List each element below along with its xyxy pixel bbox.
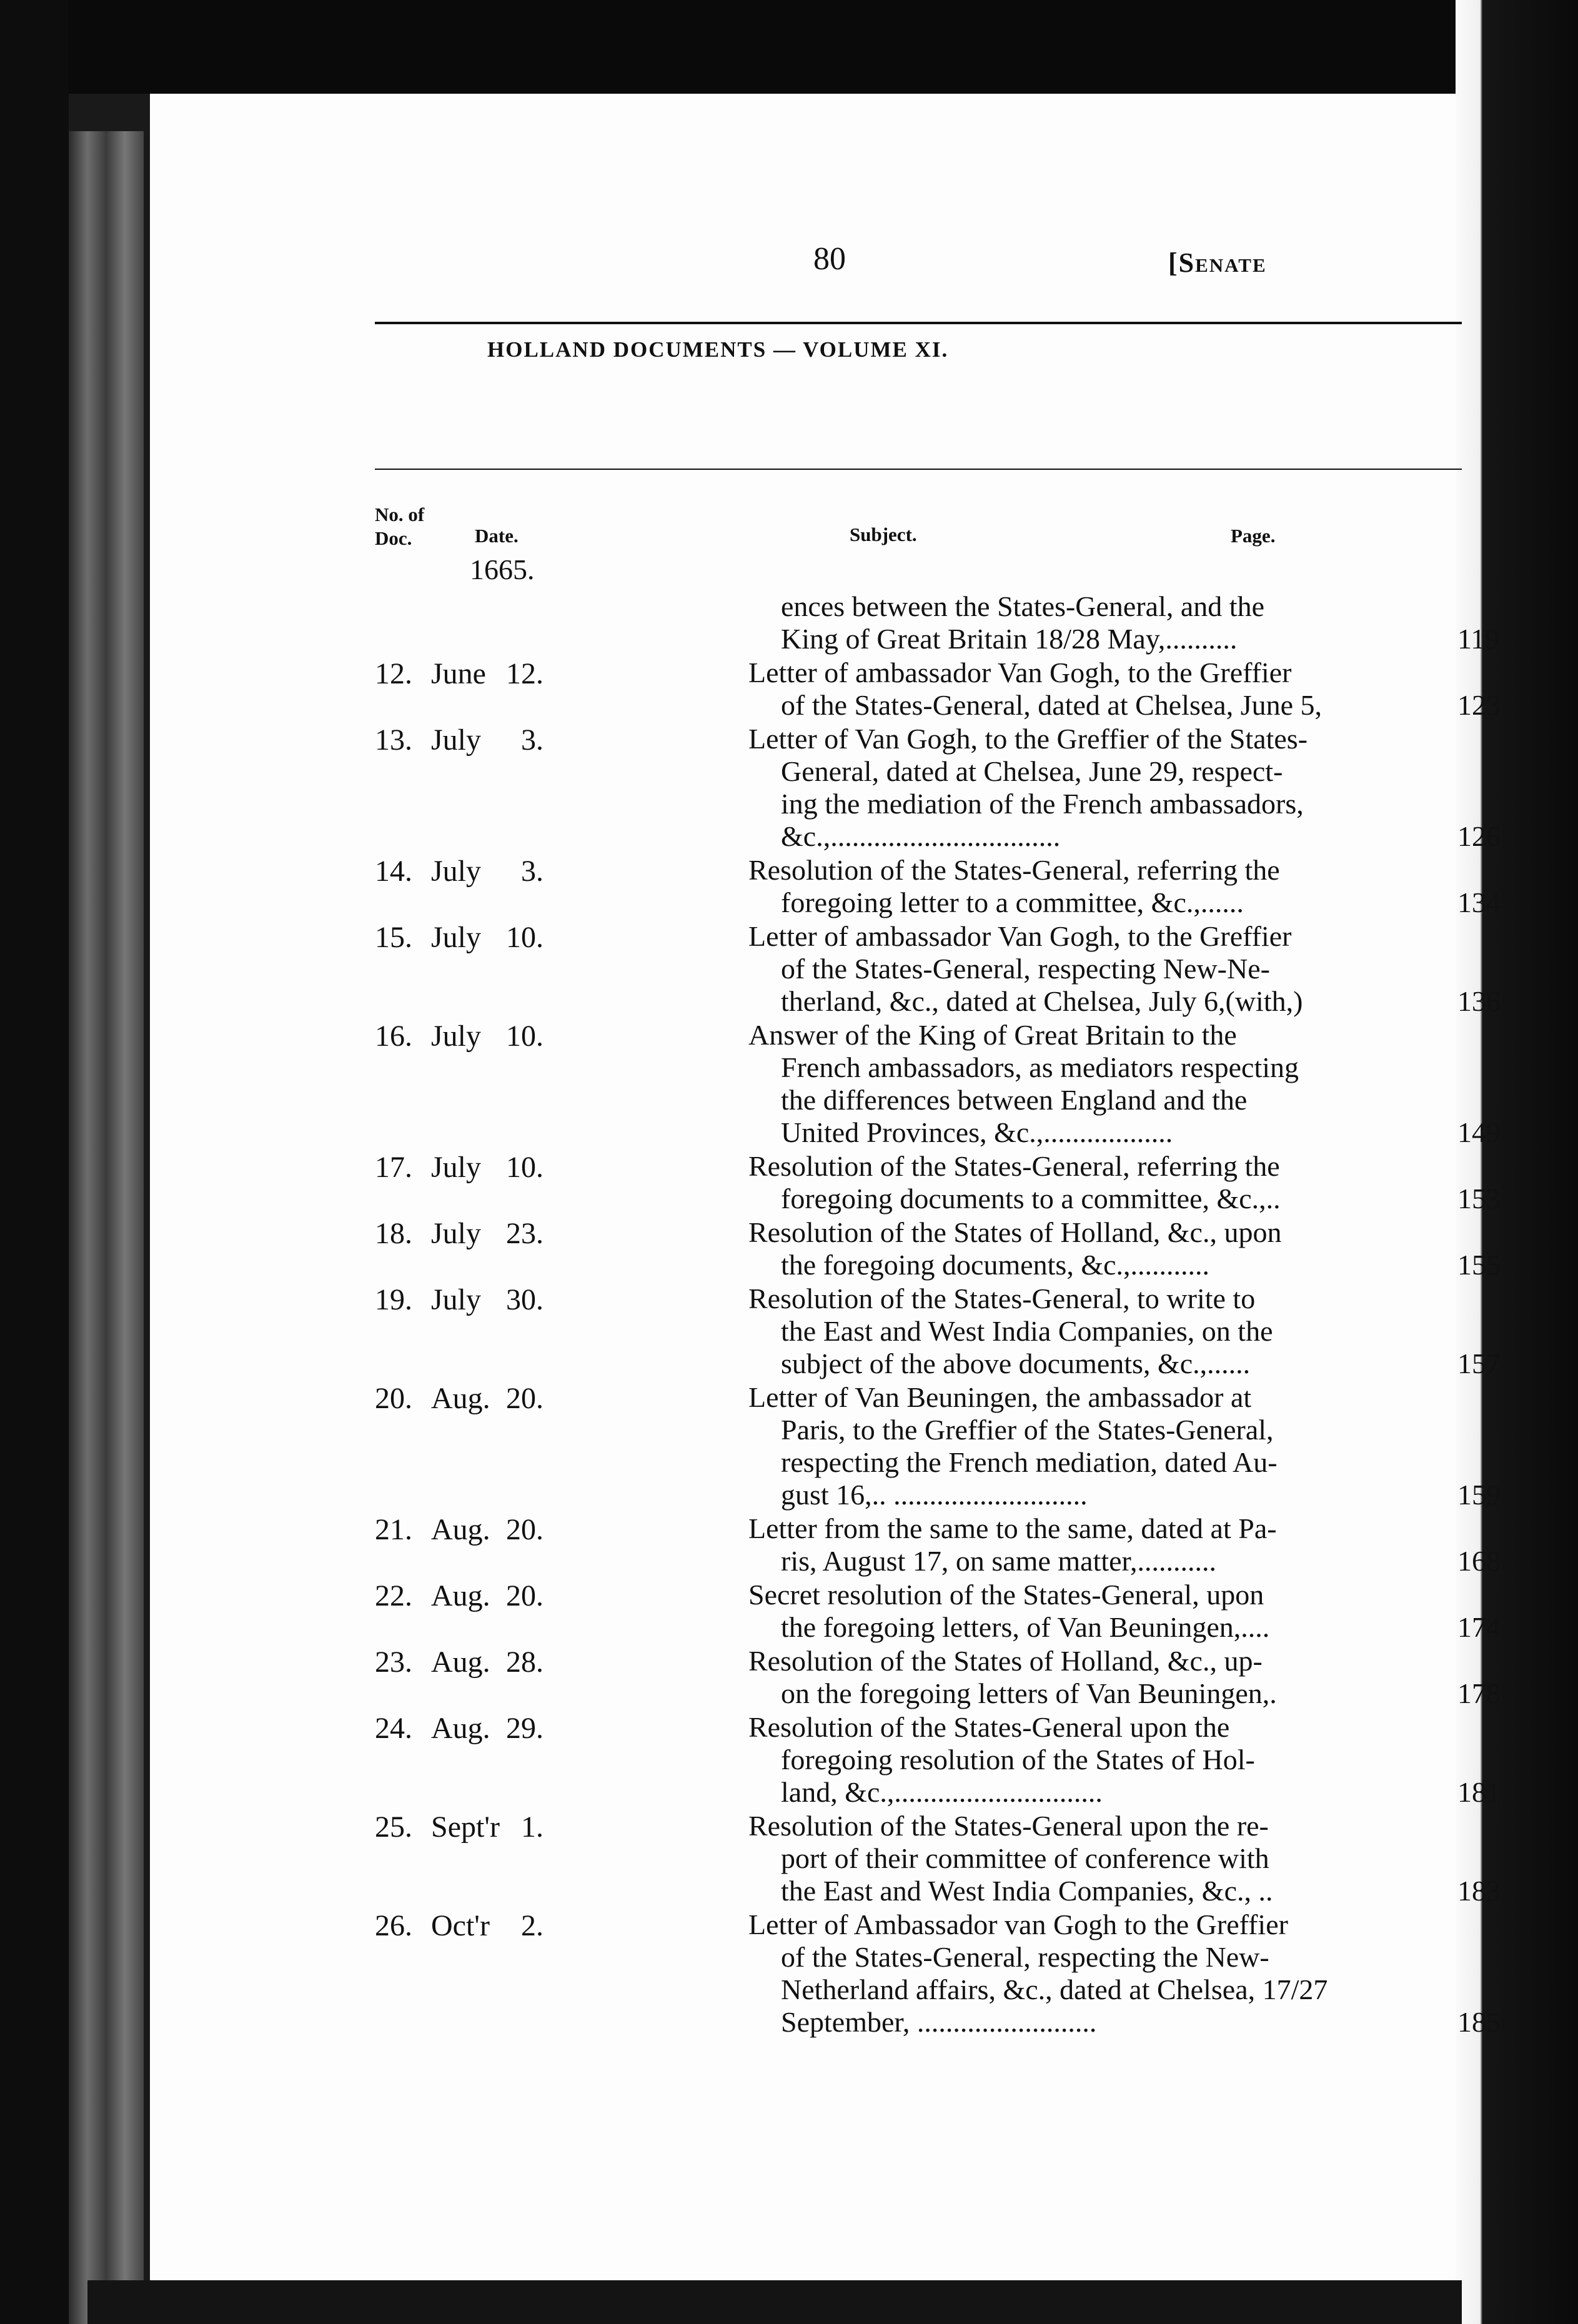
page-reference: 168 <box>1457 1545 1501 1577</box>
book-spine <box>69 131 144 2324</box>
doc-number: 20. <box>375 1382 412 1415</box>
subject-line: Netherland affairs, &c., dated at Chelsea, 17/27 <box>781 1974 1328 2005</box>
page-reference: 119 <box>1457 623 1500 655</box>
doc-number: 23. <box>375 1646 412 1679</box>
entry-subject <box>748 1283 1273 1380</box>
header-subject: Subject. <box>850 524 917 545</box>
page-reference: 157 <box>1457 1348 1501 1379</box>
subject-line: Letter of Ambassador van Gogh to the Greffier <box>748 1909 1288 1940</box>
subject-line: the foregoing letters, of Van Beuningen,.... <box>781 1611 1270 1643</box>
doc-number: 16. <box>375 1020 412 1053</box>
scan-top-border <box>0 0 1578 94</box>
entry-subject <box>748 1909 1327 2038</box>
entry-date <box>375 723 543 760</box>
subject-line: Secret resolution of the States-General, upon <box>748 1579 1264 1611</box>
date-month: Sept'r <box>431 1810 500 1844</box>
date-month: June <box>431 657 486 690</box>
doc-number: 21. <box>375 1513 412 1546</box>
subject-line: French ambassadors, as mediators respecting <box>781 1051 1299 1083</box>
entry-subject <box>748 1150 1281 1215</box>
subject-line: United Provinces, &c.,.................. <box>781 1116 1173 1148</box>
entry-date <box>375 1909 543 1946</box>
subject-line: Resolution of the States-General, to write to <box>748 1283 1256 1314</box>
header-doc-number: No. of Doc. <box>375 504 425 549</box>
entry-date <box>375 854 543 891</box>
page-reference: 149 <box>1457 1116 1501 1148</box>
date-month: Aug. <box>431 1646 490 1679</box>
doc-number: 12. <box>375 657 412 690</box>
subject-line: September, ......................... <box>781 2006 1097 2038</box>
entry-date <box>375 1150 543 1188</box>
date-month: July <box>431 1217 482 1250</box>
date-day: 1. <box>521 1810 543 1844</box>
date-month: July <box>431 921 482 954</box>
entry-date <box>375 920 543 958</box>
doc-number: 17. <box>375 1151 412 1184</box>
entry-date <box>375 1512 543 1550</box>
document-page <box>150 94 1501 2280</box>
entry-date <box>375 1711 543 1749</box>
date-month: Aug. <box>431 1579 490 1612</box>
date-month: July <box>431 723 482 757</box>
date-month: Oct'r <box>431 1909 490 1942</box>
entry-date <box>375 1381 543 1419</box>
entry-date <box>375 1645 543 1682</box>
page-number: 80 <box>813 241 846 277</box>
subject-line: the East and West India Companies, &c., .. <box>781 1875 1273 1907</box>
page-reference: 183 <box>1457 1875 1501 1907</box>
subject-line: Letter of Van Beuningen, the ambassador at <box>748 1381 1252 1413</box>
subject-line: &c.,................................ <box>781 820 1061 852</box>
entry-subject <box>748 1810 1273 1907</box>
page-reference: 178 <box>1457 1677 1501 1709</box>
running-head: [Senate <box>1168 247 1267 278</box>
date-day: 20. <box>506 1579 543 1612</box>
entry-subject <box>748 657 1322 722</box>
scan-bottom-border <box>87 2280 1462 2324</box>
subject-line: Paris, to the Greffier of the States-General, <box>781 1414 1274 1446</box>
subject-line: Resolution of the States of Holland, &c., up- <box>748 1645 1263 1677</box>
page-reference: 136 <box>1457 985 1501 1017</box>
entry-subject <box>748 1512 1277 1577</box>
entry-subject <box>748 1645 1277 1710</box>
header-date: Date. <box>475 525 519 547</box>
entry-subject <box>748 1019 1299 1149</box>
entry-date <box>375 1019 543 1056</box>
subject-line: of the States-General, respecting New-Ne- <box>781 953 1270 985</box>
entry-subject <box>748 1579 1269 1644</box>
date-month: Aug. <box>431 1513 490 1546</box>
entry-date <box>375 1283 543 1320</box>
subject-line: ences between the States-General, and the <box>781 590 1264 622</box>
subject-line: respecting the French mediation, dated Au- <box>781 1446 1278 1478</box>
doc-number: 26. <box>375 1909 412 1942</box>
date-month: Aug. <box>431 1382 490 1415</box>
entry-subject <box>748 723 1308 853</box>
subject-line: the foregoing documents, &c.,........... <box>781 1249 1210 1281</box>
subject-line: foregoing letter to a committee, &c.,...... <box>781 886 1244 918</box>
page-reference: 134 <box>1457 886 1501 918</box>
date-day: 10. <box>506 1020 543 1053</box>
subject-line: land, &c.,............................. <box>781 1776 1103 1808</box>
date-month: July <box>431 1151 482 1184</box>
subject-line: gust 16,.. ........................... <box>781 1479 1088 1511</box>
entry-date <box>375 1810 543 1847</box>
entry-date <box>375 657 543 694</box>
date-month: July <box>431 1020 482 1053</box>
entry-date <box>375 590 543 628</box>
subject-line: of the States-General, respecting the New- <box>781 1941 1269 1973</box>
entry-subject <box>748 1381 1278 1511</box>
entry-subject <box>748 854 1280 919</box>
entry-subject <box>748 590 1264 655</box>
date-day: 12. <box>506 657 543 690</box>
subject-line: Letter from the same to the same, dated at Pa- <box>748 1512 1277 1544</box>
date-month: July <box>431 855 482 888</box>
scan-left-border <box>0 0 69 2324</box>
subject-line: ris, August 17, on same matter,........... <box>781 1545 1217 1577</box>
doc-number: 15. <box>375 921 412 954</box>
subject-line: Resolution of the States of Holland, &c., upon <box>748 1216 1282 1248</box>
subject-line: foregoing resolution of the States of Hol- <box>781 1744 1255 1775</box>
entry-date <box>375 1216 543 1254</box>
scan-right-border <box>1456 0 1578 2324</box>
doc-number: 13. <box>375 723 412 757</box>
doc-number: 19. <box>375 1283 412 1316</box>
date-month: Aug. <box>431 1712 490 1745</box>
page-reference: 153 <box>1457 1183 1501 1214</box>
subject-line: port of their committee of conference with <box>781 1842 1269 1874</box>
subject-line: subject of the above documents, &c.,...... <box>781 1348 1251 1379</box>
date-month: July <box>431 1283 482 1316</box>
doc-number: 24. <box>375 1712 412 1745</box>
subject-line: foregoing documents to a committee, &c.,.. <box>781 1183 1281 1214</box>
page-reference: 185 <box>1457 2006 1501 2038</box>
date-day: 30. <box>506 1283 543 1316</box>
entry-subject <box>748 1216 1281 1281</box>
subject-line: of the States-General, dated at Chelsea, June 5, <box>781 689 1322 721</box>
top-rule <box>375 322 1462 324</box>
subject-line: the East and West India Companies, on the <box>781 1315 1273 1347</box>
subject-line: on the foregoing letters of Van Beuningen,. <box>781 1677 1277 1709</box>
doc-number: 22. <box>375 1579 412 1612</box>
subject-line: Resolution of the States-General, referring the <box>748 854 1280 886</box>
page-reference: 155 <box>1457 1249 1501 1281</box>
subject-line: King of Great Britain 18/28 May,.......... <box>781 623 1238 655</box>
year-label: 1665. <box>470 554 535 585</box>
date-day: 2. <box>521 1909 543 1942</box>
title-rule <box>375 469 1462 470</box>
subject-line: therland, &c., dated at Chelsea, July 6,(with,) <box>781 985 1303 1017</box>
subject-line: Resolution of the States-General, referring the <box>748 1150 1280 1182</box>
doc-number: 14. <box>375 855 412 888</box>
date-day: 28. <box>506 1646 543 1679</box>
date-day: 10. <box>506 1151 543 1184</box>
entry-subject <box>748 920 1303 1018</box>
doc-number: 18. <box>375 1217 412 1250</box>
subject-line: General, dated at Chelsea, June 29, respect- <box>781 755 1283 787</box>
page-reference: 181 <box>1457 1776 1501 1808</box>
date-day: 3. <box>521 855 543 888</box>
page-reference: 126 <box>1457 820 1501 852</box>
subject-line: ing the mediation of the French ambassadors, <box>781 788 1304 820</box>
date-day: 20. <box>506 1382 543 1415</box>
date-day: 3. <box>521 723 543 757</box>
subject-line: Letter of Van Gogh, to the Greffier of the States- <box>748 723 1308 755</box>
subject-line: Letter of ambassador Van Gogh, to the Greffier <box>748 657 1292 688</box>
date-day: 20. <box>506 1513 543 1546</box>
page-reference: 174 <box>1457 1611 1501 1643</box>
subject-line: the differences between England and the <box>781 1084 1248 1116</box>
date-day: 23. <box>506 1217 543 1250</box>
subject-line: Resolution of the States-General upon the re- <box>748 1810 1269 1842</box>
subject-line: Letter of ambassador Van Gogh, to the Greffier <box>748 920 1292 952</box>
entry-subject <box>748 1711 1255 1809</box>
entry-date <box>375 1579 543 1616</box>
subject-line: Answer of the King of Great Britain to the <box>748 1019 1237 1051</box>
header-page: Page. <box>1231 525 1276 547</box>
section-title: HOLLAND DOCUMENTS — VOLUME XI. <box>487 337 949 362</box>
page-reference: 159 <box>1457 1479 1501 1511</box>
page-reference: 123 <box>1457 689 1501 721</box>
date-day: 10. <box>506 921 543 954</box>
subject-line: Resolution of the States-General upon the <box>748 1711 1230 1743</box>
date-day: 29. <box>506 1712 543 1745</box>
doc-number: 25. <box>375 1810 412 1844</box>
